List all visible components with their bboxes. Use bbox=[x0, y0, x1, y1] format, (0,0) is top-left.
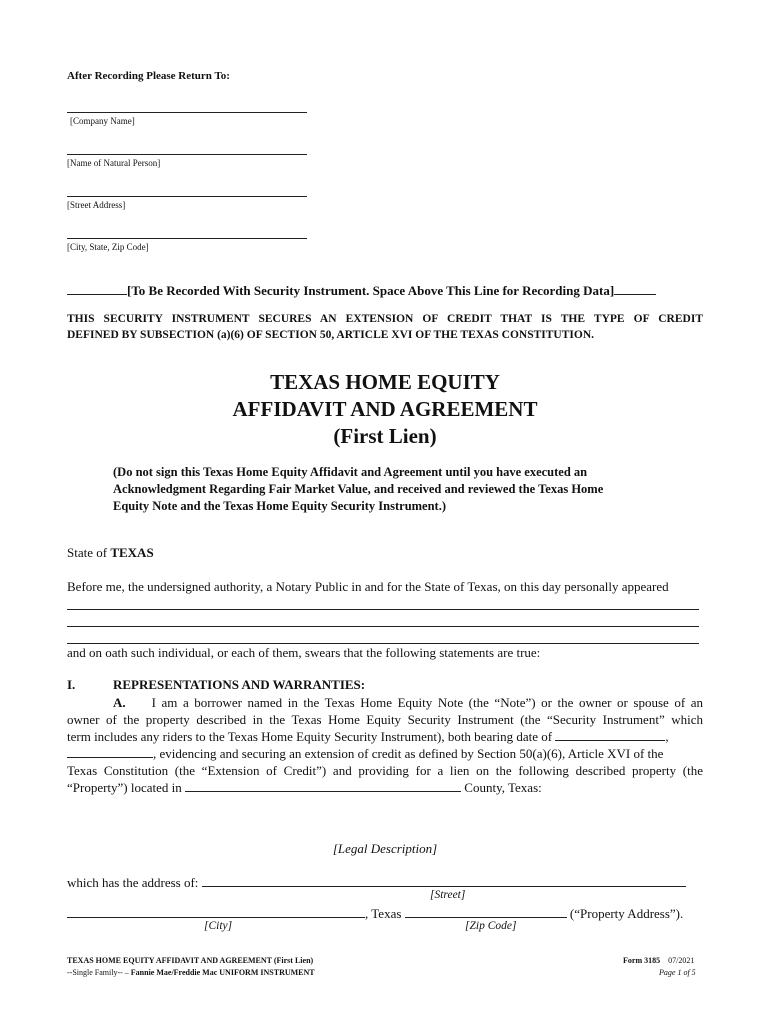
instruction-line2: Acknowledgment Regarding Fair Market Value, and received and reviewed the Texas Home bbox=[113, 482, 604, 496]
street-address-label: [Street Address] bbox=[67, 200, 126, 210]
legal-description: [Legal Description] bbox=[332, 841, 438, 856]
footer-form-date: 07/2021 bbox=[668, 956, 695, 965]
title-line3: (First Lien) bbox=[333, 424, 437, 448]
item-a-label: A. bbox=[113, 695, 126, 710]
natural-person-label: [Name of Natural Person] bbox=[67, 158, 161, 168]
address-label: which has the address of: bbox=[67, 875, 199, 890]
footer-title: TEXAS HOME EQUITY AFFIDAVIT AND AGREEMENT (First Lien) bbox=[67, 956, 314, 965]
state-name: TEXAS bbox=[110, 545, 154, 560]
security-notice-line1: THIS SECURITY INSTRUMENT SECURES AN EXTENSION OF CREDIT THAT IS THE TYPE OF CREDIT bbox=[67, 313, 703, 325]
bearing-date-blank bbox=[555, 728, 665, 741]
section-number: I. bbox=[67, 677, 76, 692]
security-notice-line2: DEFINED BY SUBSECTION (a)(6) OF SECTION 50, ARTICLE XVI OF THE TEXAS CONSTITUTION. bbox=[67, 329, 594, 341]
address-line bbox=[67, 874, 686, 891]
recording-text: [To Be Recorded With Security Instrument. Space Above This Line for Recording Data] bbox=[127, 283, 615, 298]
return-to-heading: After Recording Please Return To: bbox=[67, 70, 230, 82]
date-continue-blank bbox=[67, 745, 153, 758]
property-address-text: (“Property Address”). bbox=[569, 906, 684, 921]
company-name-label: [Company Name] bbox=[70, 116, 135, 126]
street-caption: [Street] bbox=[430, 889, 466, 901]
title-line2: AFFIDAVIT AND AGREEMENT bbox=[232, 397, 538, 421]
street-blank bbox=[202, 874, 686, 887]
appeared-blank-3 bbox=[67, 643, 699, 644]
zip-caption: [Zip Code] bbox=[465, 920, 517, 932]
bearing-date-text: term includes any riders to the Texas Home Equity Security Instrument), both bearing date of bbox=[67, 729, 553, 744]
texas-text: , Texas bbox=[365, 906, 402, 921]
footer-uniform-instrument: Fannie Mae/Freddie Mac UNIFORM INSTRUMENT bbox=[130, 968, 315, 977]
state-prefix: State of bbox=[67, 545, 108, 560]
footer-single-family: --Single Family-- – bbox=[67, 968, 129, 977]
section-a-line4 bbox=[67, 745, 703, 763]
footer-page-number: Page 1 of 5 bbox=[659, 968, 696, 977]
city-zip-line bbox=[67, 905, 683, 922]
evidencing-text: , evidencing and securing an extension of credit as defined by Section 50(a)(6), Article XVI of the bbox=[153, 746, 664, 761]
appeared-blank-1 bbox=[67, 609, 699, 610]
before-me-text: Before me, the undersigned authority, a Notary Public in and for the State of Texas, on this day personally appeared bbox=[67, 579, 669, 594]
city-caption: [City] bbox=[204, 920, 233, 932]
company-name-line bbox=[67, 112, 307, 113]
county-texas-text: County, Texas: bbox=[464, 780, 542, 795]
instruction-line3: Equity Note and the Texas Home Equity Security Instrument.) bbox=[113, 499, 447, 513]
section-a-line2: owner of the property described in the Texas Home Equity Security Instrument (the “Security Instrument” which bbox=[67, 712, 703, 727]
instruction-line1: (Do not sign this Texas Home Equity Affidavit and Agreement until you have executed an bbox=[113, 465, 588, 479]
state-line bbox=[67, 545, 154, 561]
street-address-line bbox=[67, 196, 307, 197]
footer-form-number: Form 3185 bbox=[623, 956, 661, 965]
title-line1: TEXAS HOME EQUITY bbox=[270, 370, 500, 394]
section-a-line3: term includes any riders to the Texas Home Equity Security Instrument), both bearing date of , bbox=[67, 729, 669, 744]
city-state-zip-label: [City, State, Zip Code] bbox=[67, 242, 149, 252]
appeared-blank-2 bbox=[67, 626, 699, 627]
zip-blank bbox=[405, 905, 567, 918]
section-a-line1 bbox=[67, 694, 703, 712]
footer-subtitle bbox=[67, 968, 315, 977]
county-blank bbox=[185, 779, 461, 792]
section-heading: REPRESENTATIONS AND WARRANTIES: bbox=[113, 677, 366, 692]
item-a-line1-text: I am a borrower named in the Texas Home Equity Note (the “Note”) or the owner or spouse of an bbox=[151, 695, 703, 710]
section-a-line5: Texas Constitution (the “Extension of Credit”) and providing for a lien on the following described property (the bbox=[67, 763, 703, 778]
natural-person-line bbox=[67, 154, 307, 155]
city-blank bbox=[67, 905, 365, 918]
oath-text: and on oath such individual, or each of them, swears that the following statements are true: bbox=[67, 645, 541, 660]
recording-blank-left bbox=[67, 282, 127, 295]
recording-line bbox=[67, 282, 656, 299]
city-state-zip-line bbox=[67, 238, 307, 239]
located-in-text: “Property”) located in bbox=[67, 780, 182, 795]
recording-blank-right bbox=[614, 282, 656, 295]
footer-form bbox=[623, 956, 694, 965]
section-a-line6 bbox=[67, 779, 703, 797]
